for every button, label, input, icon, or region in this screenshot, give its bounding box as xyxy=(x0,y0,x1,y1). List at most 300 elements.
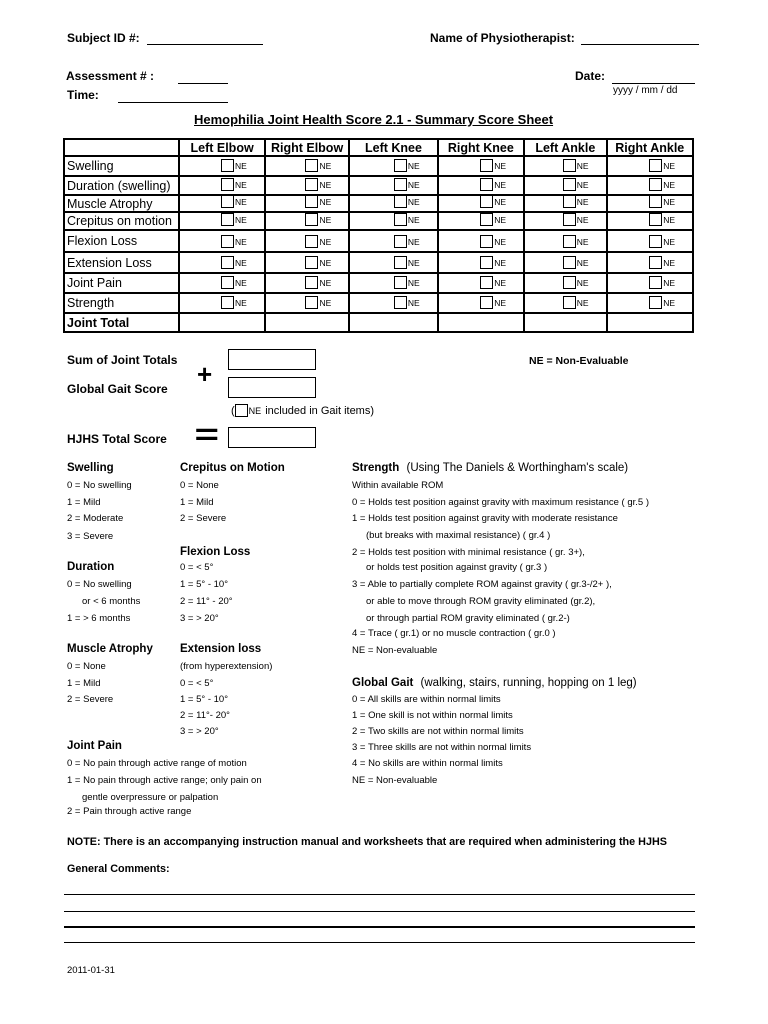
legend-swelling-0: 0 = No swelling xyxy=(67,480,132,491)
ne-checkbox[interactable] xyxy=(563,195,576,208)
ne-checkbox-group xyxy=(649,276,675,289)
legend-strength-0: Within available ROM xyxy=(352,480,444,491)
score-cell[interactable] xyxy=(349,156,437,176)
ne-checkbox[interactable] xyxy=(563,296,576,309)
score-cell[interactable] xyxy=(265,156,349,176)
ne-checkbox[interactable] xyxy=(221,213,234,226)
legend-pain-3: 2 = Pain through active range xyxy=(67,806,192,817)
ne-checkbox-group xyxy=(563,178,589,191)
ne-label: NE xyxy=(319,257,332,268)
ne-label: NE xyxy=(494,277,507,288)
legend-swelling-1: 1 = Mild xyxy=(67,497,101,508)
ne-label: NE xyxy=(407,214,420,225)
score-cell[interactable] xyxy=(438,212,524,230)
ne-checkbox[interactable] xyxy=(649,159,662,172)
assessment-label: Assessment # : xyxy=(66,69,155,83)
time-label: Time: xyxy=(67,88,99,102)
ne-label: NE xyxy=(576,179,589,190)
ne-label: NE xyxy=(663,214,675,225)
ne-checkbox[interactable] xyxy=(305,235,318,248)
sum-joint-totals-label: Sum of Joint Totals xyxy=(67,353,178,367)
ne-checkbox-group xyxy=(649,235,675,248)
legend-strength-9: 4 = Trace ( gr.1) or no muscle contraction ( gr.0 ) xyxy=(352,628,556,639)
ne-checkbox-group xyxy=(221,195,247,208)
ne-checkbox[interactable] xyxy=(305,276,318,289)
joint-total-cell[interactable] xyxy=(349,313,437,332)
ne-checkbox-group xyxy=(480,213,506,226)
ne-checkbox-group xyxy=(394,235,420,248)
row-label: Swelling xyxy=(64,156,179,176)
score-table xyxy=(63,138,694,333)
footer-date: 2011-01-31 xyxy=(67,965,115,976)
legend-strength-10: NE = Non-evaluable xyxy=(352,645,438,656)
ne-label: NE xyxy=(494,196,507,207)
ne-checkbox-group xyxy=(394,213,420,226)
score-cell[interactable] xyxy=(607,195,693,212)
legend-gait-heading xyxy=(352,677,637,689)
row-label: Strength xyxy=(64,293,179,313)
score-cell[interactable] xyxy=(438,156,524,176)
score-cell[interactable] xyxy=(265,230,349,252)
ne-checkbox[interactable] xyxy=(394,178,407,191)
ne-label: NE xyxy=(407,160,420,171)
ne-label: NE xyxy=(235,196,247,207)
ne-checkbox[interactable] xyxy=(480,195,493,208)
score-cell[interactable] xyxy=(265,212,349,230)
col-right-knee: Right Knee xyxy=(438,139,524,156)
ne-label: NE xyxy=(319,297,332,308)
score-cell[interactable] xyxy=(524,195,606,212)
ne-label: NE xyxy=(663,236,675,247)
ne-label: NE xyxy=(494,236,507,247)
ne-label: NE xyxy=(407,277,420,288)
score-cell[interactable] xyxy=(607,252,693,273)
ne-checkbox[interactable] xyxy=(480,213,493,226)
ne-checkbox-group xyxy=(649,195,675,208)
ne-checkbox[interactable] xyxy=(221,178,234,191)
legend-pain-1: 1 = No pain through active range; only pain on xyxy=(67,775,262,786)
score-cell[interactable] xyxy=(438,195,524,212)
legend-strength-subtitle: (Using The Daniels & Worthingham's scale) xyxy=(406,462,629,474)
ne-checkbox[interactable] xyxy=(480,159,493,172)
ne-label: NE xyxy=(576,236,589,247)
col-right-elbow: Right Elbow xyxy=(265,139,349,156)
ne-checkbox-group xyxy=(563,213,589,226)
ne-label: NE xyxy=(663,160,675,171)
score-cell[interactable] xyxy=(349,293,437,313)
table-row xyxy=(64,252,693,273)
joint-total-cell[interactable] xyxy=(607,313,693,332)
ne-label: NE xyxy=(494,179,507,190)
legend-extension-4: 3 = > 20° xyxy=(180,726,219,737)
legend-gait-1: 1 = One skill is not within normal limits xyxy=(352,710,513,721)
ne-label: NE xyxy=(494,214,507,225)
ne-checkbox[interactable] xyxy=(305,296,318,309)
score-cell[interactable] xyxy=(607,230,693,252)
ne-checkbox-group xyxy=(394,159,420,172)
legend-flexion-2: 2 = 11° - 20° xyxy=(180,596,233,607)
ne-label: NE xyxy=(576,297,589,308)
comment-line-3[interactable] xyxy=(64,926,695,928)
table-row xyxy=(64,293,693,313)
subject-id-label: Subject ID #: xyxy=(67,31,140,45)
col-left-ankle: Left Ankle xyxy=(524,139,606,156)
ne-label: NE xyxy=(494,257,507,268)
ne-checkbox-group xyxy=(480,276,506,289)
ne-checkbox-group xyxy=(563,256,589,269)
ne-label: NE xyxy=(576,160,589,171)
ne-checkbox[interactable] xyxy=(563,276,576,289)
legend-duration-0: 0 = No swelling xyxy=(67,579,132,590)
score-cell[interactable] xyxy=(179,156,264,176)
ne-checkbox[interactable] xyxy=(394,235,407,248)
ne-checkbox-group xyxy=(480,235,506,248)
joint-total-label: Joint Total xyxy=(64,313,179,332)
legend-gait-2: 2 = Two skills are not within normal limits xyxy=(352,726,524,737)
ne-label: NE xyxy=(235,257,247,268)
ne-checkbox[interactable] xyxy=(394,159,407,172)
ne-checkbox-group xyxy=(563,235,589,248)
ne-label: NE xyxy=(407,196,420,207)
ne-checkbox[interactable] xyxy=(305,256,318,269)
sum-joint-totals-box[interactable] xyxy=(228,349,316,370)
score-cell[interactable] xyxy=(607,176,693,195)
score-cell[interactable] xyxy=(524,176,606,195)
ne-note: NE = Non-Evaluable xyxy=(529,355,629,367)
gait-ne-note xyxy=(231,404,374,417)
legend-crepitus-0: 0 = None xyxy=(180,480,219,491)
ne-checkbox-group xyxy=(480,296,506,309)
ne-label: NE xyxy=(494,160,507,171)
ne-checkbox[interactable] xyxy=(394,213,407,226)
ne-checkbox[interactable] xyxy=(221,276,234,289)
ne-checkbox[interactable] xyxy=(305,159,318,172)
legend-flexion-title: Flexion Loss xyxy=(180,546,251,558)
ne-checkbox[interactable] xyxy=(649,178,662,191)
ne-checkbox[interactable] xyxy=(394,296,407,309)
score-cell[interactable] xyxy=(179,252,264,273)
time-field[interactable] xyxy=(118,102,228,103)
ne-checkbox-group xyxy=(221,296,247,309)
physio-label: Name of Physiotherapist: xyxy=(430,31,575,45)
ne-checkbox-group xyxy=(221,276,247,289)
comment-line-1[interactable] xyxy=(64,894,695,895)
ne-checkbox-group xyxy=(305,159,331,172)
legend-extension-2: 1 = 5° - 10° xyxy=(180,694,229,705)
legend-gait-subtitle: (walking, stairs, running, hopping on 1 leg) xyxy=(420,677,637,689)
score-cell[interactable] xyxy=(524,252,606,273)
ne-checkbox-group xyxy=(563,195,589,208)
score-cell[interactable] xyxy=(607,293,693,313)
ne-checkbox[interactable] xyxy=(480,296,493,309)
legend-flexion-3: 3 = > 20° xyxy=(180,613,219,624)
ne-checkbox[interactable] xyxy=(649,296,662,309)
ne-checkbox[interactable] xyxy=(221,235,234,248)
legend-muscle-2: 2 = Severe xyxy=(67,694,114,705)
legend-pain-0: 0 = No pain through active range of motion xyxy=(67,758,247,769)
ne-checkbox[interactable] xyxy=(563,256,576,269)
score-cell[interactable] xyxy=(524,273,606,293)
subject-id-field[interactable] xyxy=(147,44,263,45)
ne-label: NE xyxy=(319,236,332,247)
ne-checkbox-group xyxy=(563,276,589,289)
ne-checkbox-group xyxy=(305,256,331,269)
ne-checkbox[interactable] xyxy=(563,235,576,248)
ne-checkbox-group xyxy=(221,235,247,248)
comment-line-2[interactable] xyxy=(64,911,695,912)
legend-strength-heading xyxy=(352,462,628,474)
legend-gait-3: 3 = Three skills are not within normal limits xyxy=(352,742,532,753)
score-cell[interactable] xyxy=(607,273,693,293)
col-left-knee: Left Knee xyxy=(349,139,437,156)
legend-crepitus-1: 1 = Mild xyxy=(180,497,214,508)
score-cell[interactable] xyxy=(349,195,437,212)
row-label: Muscle Atrophy xyxy=(64,195,179,212)
ne-label: NE xyxy=(235,277,247,288)
ne-checkbox-group xyxy=(649,296,675,309)
ne-checkbox-group xyxy=(305,178,331,191)
ne-label: NE xyxy=(407,236,420,247)
ne-checkbox[interactable] xyxy=(305,213,318,226)
score-cell[interactable] xyxy=(265,176,349,195)
ne-label: NE xyxy=(576,196,589,207)
global-gait-box[interactable] xyxy=(228,377,316,398)
legend-gait-0: 0 = All skills are within normal limits xyxy=(352,694,501,705)
ne-label: NE xyxy=(319,179,332,190)
ne-checkbox-group xyxy=(649,178,675,191)
date-format-hint: yyyy / mm / dd xyxy=(613,85,678,96)
legend-strength-2: 1 = Holds test position against gravity with moderate resistance xyxy=(352,513,618,524)
legend-gait-5: NE = Non-evaluable xyxy=(352,775,438,786)
ne-checkbox-group xyxy=(394,195,420,208)
ne-checkbox-group xyxy=(394,296,420,309)
gait-ne-checkbox[interactable] xyxy=(235,404,248,417)
score-cell[interactable] xyxy=(179,195,264,212)
score-cell[interactable] xyxy=(438,230,524,252)
score-cell[interactable] xyxy=(524,156,606,176)
instruction-note: NOTE: There is an accompanying instruction manual and worksheets that are required when administering the HJHS xyxy=(67,836,667,848)
general-comments-label: General Comments: xyxy=(67,863,170,875)
score-cell[interactable] xyxy=(179,176,264,195)
score-cell[interactable] xyxy=(438,176,524,195)
ne-checkbox[interactable] xyxy=(649,235,662,248)
ne-label: NE xyxy=(235,179,247,190)
joint-total-cell[interactable] xyxy=(265,313,349,332)
table-row xyxy=(64,273,693,293)
ne-checkbox[interactable] xyxy=(480,276,493,289)
ne-checkbox-group xyxy=(394,178,420,191)
ne-label: NE xyxy=(319,277,332,288)
gait-note-open: ( xyxy=(231,404,235,417)
joint-total-cell[interactable] xyxy=(438,313,524,332)
legend-pain-title: Joint Pain xyxy=(67,740,122,752)
row-label: Crepitus on motion xyxy=(64,212,179,230)
page-title: Hemophilia Joint Health Score 2.1 - Summary Score Sheet xyxy=(194,112,554,127)
ne-checkbox-group xyxy=(649,159,675,172)
ne-checkbox[interactable] xyxy=(480,178,493,191)
ne-label: NE xyxy=(663,257,675,268)
ne-checkbox[interactable] xyxy=(649,195,662,208)
ne-label: NE xyxy=(319,160,332,171)
score-cell[interactable] xyxy=(179,293,264,313)
ne-checkbox-group xyxy=(480,256,506,269)
ne-checkbox[interactable] xyxy=(394,276,407,289)
ne-label: NE xyxy=(407,257,420,268)
score-cell[interactable] xyxy=(265,273,349,293)
legend-flexion-0: 0 = < 5° xyxy=(180,562,214,573)
score-cell[interactable] xyxy=(179,273,264,293)
legend-strength-title: Strength xyxy=(352,462,400,474)
ne-label: NE xyxy=(576,277,589,288)
legend-extension-0: (from hyperextension) xyxy=(180,661,273,672)
ne-checkbox[interactable] xyxy=(394,195,407,208)
ne-checkbox-group xyxy=(221,159,247,172)
legend-swelling-title: Swelling xyxy=(67,462,114,474)
ne-checkbox[interactable] xyxy=(221,159,234,172)
legend-extension-3: 2 = 11°- 20° xyxy=(180,710,230,721)
equals-sign: = xyxy=(194,418,220,451)
legend-duration-1: or < 6 months xyxy=(82,596,141,607)
ne-checkbox-group xyxy=(305,213,331,226)
legend-gait-title: Global Gait xyxy=(352,677,414,689)
legend-strength-7: or able to move through ROM gravity eliminated (gr.2), xyxy=(366,596,596,607)
ne-checkbox-group xyxy=(305,296,331,309)
score-cell[interactable] xyxy=(524,230,606,252)
score-cell[interactable] xyxy=(265,195,349,212)
ne-label: NE xyxy=(663,196,675,207)
ne-checkbox-group xyxy=(221,178,247,191)
ne-label: NE xyxy=(663,277,675,288)
legend-duration-2: 1 = > 6 months xyxy=(67,613,131,624)
legend-strength-8: or through partial ROM gravity eliminated ( gr.2-) xyxy=(366,613,570,624)
table-row xyxy=(64,212,693,230)
score-cell[interactable] xyxy=(179,212,264,230)
assessment-field[interactable] xyxy=(178,83,228,84)
date-field[interactable] xyxy=(612,83,695,84)
ne-label: NE xyxy=(663,297,675,308)
ne-checkbox-group xyxy=(305,235,331,248)
legend-strength-1: 0 = Holds test position against gravity with maximum resistance ( gr.5 ) xyxy=(352,497,649,508)
table-row xyxy=(64,176,693,195)
ne-checkbox-group xyxy=(221,256,247,269)
legend-flexion-1: 1 = 5° - 10° xyxy=(180,579,229,590)
ne-label: NE xyxy=(663,179,675,190)
ne-checkbox[interactable] xyxy=(649,276,662,289)
legend-muscle-title: Muscle Atrophy xyxy=(67,643,153,655)
ne-checkbox[interactable] xyxy=(649,256,662,269)
legend-extension-title: Extension loss xyxy=(180,643,262,655)
score-cell[interactable] xyxy=(524,212,606,230)
row-label: Joint Pain xyxy=(64,273,179,293)
ne-checkbox[interactable] xyxy=(563,213,576,226)
legend-gait-4: 4 = No skills are within normal limits xyxy=(352,758,503,769)
physio-name-field[interactable] xyxy=(581,44,699,45)
ne-checkbox-group xyxy=(480,195,506,208)
ne-label: NE xyxy=(494,297,507,308)
ne-checkbox-group xyxy=(394,256,420,269)
ne-label: NE xyxy=(235,160,247,171)
hjhs-total-label: HJHS Total Score xyxy=(67,432,167,446)
col-right-ankle: Right Ankle xyxy=(607,139,693,156)
joint-total-cell[interactable] xyxy=(179,313,264,332)
global-gait-label: Global Gait Score xyxy=(67,382,168,396)
ne-label: NE xyxy=(576,257,589,268)
ne-checkbox[interactable] xyxy=(305,195,318,208)
joint-total-cell[interactable] xyxy=(524,313,606,332)
legend-crepitus-2: 2 = Severe xyxy=(180,513,227,524)
ne-checkbox[interactable] xyxy=(649,213,662,226)
score-cell[interactable] xyxy=(349,252,437,273)
ne-checkbox[interactable] xyxy=(221,195,234,208)
score-cell[interactable] xyxy=(349,176,437,195)
ne-checkbox-group xyxy=(221,213,247,226)
score-cell[interactable] xyxy=(349,273,437,293)
score-cell[interactable] xyxy=(179,230,264,252)
ne-checkbox-group xyxy=(563,296,589,309)
comment-line-4[interactable] xyxy=(64,942,695,943)
legend-muscle-0: 0 = None xyxy=(67,661,106,672)
table-row xyxy=(64,156,693,176)
ne-checkbox[interactable] xyxy=(563,159,576,172)
ne-checkbox[interactable] xyxy=(394,256,407,269)
legend-swelling-3: 3 = Severe xyxy=(67,531,114,542)
row-label: Duration (swelling) xyxy=(64,176,179,195)
legend-extension-1: 0 = < 5° xyxy=(180,678,214,689)
table-corner xyxy=(64,139,179,156)
score-cell[interactable] xyxy=(524,293,606,313)
legend-strength-5: or holds test position against gravity ( gr.3 ) xyxy=(366,562,548,573)
score-cell[interactable] xyxy=(438,252,524,273)
score-cell[interactable] xyxy=(438,273,524,293)
ne-checkbox-group xyxy=(305,195,331,208)
ne-checkbox[interactable] xyxy=(221,256,234,269)
score-cell[interactable] xyxy=(349,212,437,230)
ne-checkbox-group xyxy=(649,213,675,226)
ne-label: NE xyxy=(576,214,589,225)
ne-label: NE xyxy=(407,179,420,190)
legend-muscle-1: 1 = Mild xyxy=(67,678,101,689)
ne-checkbox[interactable] xyxy=(480,256,493,269)
ne-label: NE xyxy=(319,196,332,207)
score-cell[interactable] xyxy=(265,252,349,273)
gait-ne-label: NE xyxy=(248,405,262,416)
ne-label: NE xyxy=(407,297,420,308)
ne-checkbox[interactable] xyxy=(305,178,318,191)
ne-checkbox[interactable] xyxy=(563,178,576,191)
ne-label: NE xyxy=(319,214,332,225)
score-cell[interactable] xyxy=(349,230,437,252)
legend-strength-3: (but breaks with maximal resistance) ( gr.4 ) xyxy=(366,530,551,541)
legend-duration-title: Duration xyxy=(67,561,115,573)
legend-strength-6: 3 = Able to partially complete ROM against gravity ( gr.3-/2+ ), xyxy=(352,579,612,590)
score-cell[interactable] xyxy=(438,293,524,313)
ne-checkbox-group xyxy=(394,276,420,289)
ne-label: NE xyxy=(235,236,247,247)
hjhs-total-box[interactable] xyxy=(228,427,316,448)
score-cell[interactable] xyxy=(265,293,349,313)
ne-checkbox[interactable] xyxy=(221,296,234,309)
score-cell[interactable] xyxy=(607,156,693,176)
ne-label: NE xyxy=(235,214,247,225)
plus-sign: + xyxy=(197,359,213,389)
ne-checkbox-group xyxy=(480,178,506,191)
ne-checkbox-group xyxy=(563,159,589,172)
table-row xyxy=(64,195,693,212)
table-row xyxy=(64,230,693,252)
row-label: Flexion Loss xyxy=(64,230,179,252)
ne-checkbox[interactable] xyxy=(480,235,493,248)
score-cell[interactable] xyxy=(607,212,693,230)
